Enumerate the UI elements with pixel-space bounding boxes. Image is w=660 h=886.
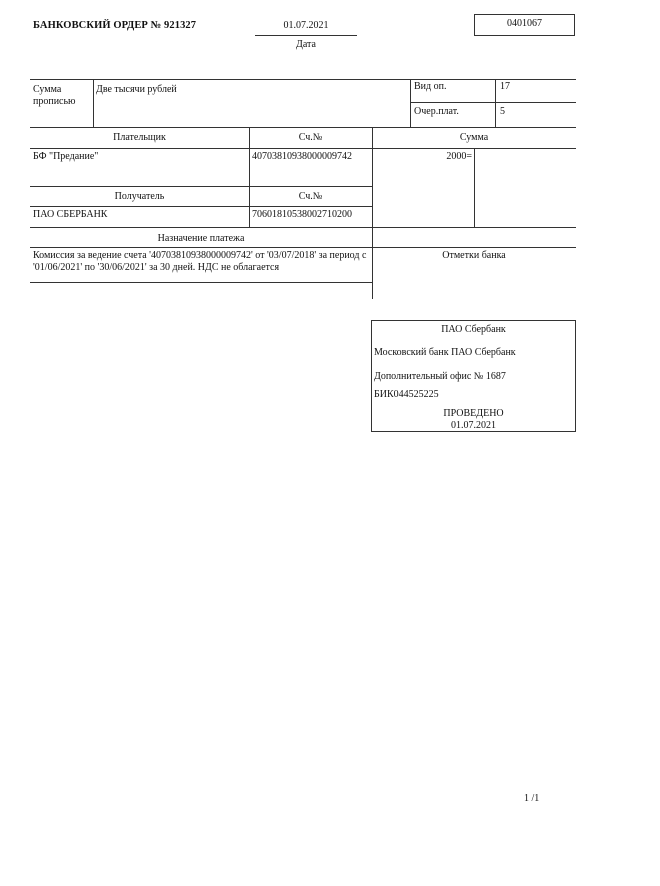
payer-column-header: Плательщик (113, 132, 166, 143)
recipient-name: ПАО СБЕРБАНК (33, 209, 108, 220)
payment-priority-label: Очер.плат. (414, 106, 459, 117)
page-number: 1 /1 (524, 793, 540, 804)
amount-column-header: Сумма (459, 132, 489, 143)
date-label: Дата (296, 39, 316, 50)
recipient-label: Получатель (114, 191, 165, 202)
bank-marks-label: Отметки банка (442, 250, 506, 261)
purpose-text: Комиссия за ведение счета '40703810938000009742' от '03/07/2018' за период с '01/06/2021' по '30/06/2021' за 30 дней. НДС не облагается (33, 250, 367, 273)
form-code-box: 0401067 (474, 14, 575, 36)
stamp-bank-name: ПАО Сбербанк (441, 324, 506, 335)
payment-amount: 2000= (446, 151, 472, 162)
payer-name: БФ "Предание" (33, 151, 99, 162)
payment-priority-value: 5 (500, 106, 505, 117)
payer-account: 40703810938000009742 (252, 151, 352, 162)
stamp-office: Дополнительный офис № 1687 (374, 371, 506, 382)
bank-stamp (371, 320, 576, 432)
stamp-branch: Московский банк ПАО Сбербанк (374, 347, 516, 358)
purpose-label: Назначение платежа (157, 233, 245, 244)
recipient-account-label: Сч.№ (298, 191, 323, 202)
operation-type-label: Вид оп. (414, 81, 447, 92)
amount-words-label: Сумма прописью (33, 84, 76, 107)
operation-type-value: 17 (500, 81, 510, 92)
document-date: 01.07.2021 (283, 20, 329, 31)
amount-words-value: Две тысячи рублей (96, 84, 177, 95)
stamp-status: ПРОВЕДЕНО (443, 408, 504, 419)
stamp-bik: БИК044525225 (374, 389, 439, 400)
document-title: БАНКОВСКИЙ ОРДЕР № 921327 (33, 20, 197, 31)
account-column-header: Сч.№ (298, 132, 323, 143)
date-underline (255, 35, 357, 36)
recipient-account: 70601810538002710200 (252, 209, 352, 220)
stamp-date: 01.07.2021 (451, 420, 496, 431)
